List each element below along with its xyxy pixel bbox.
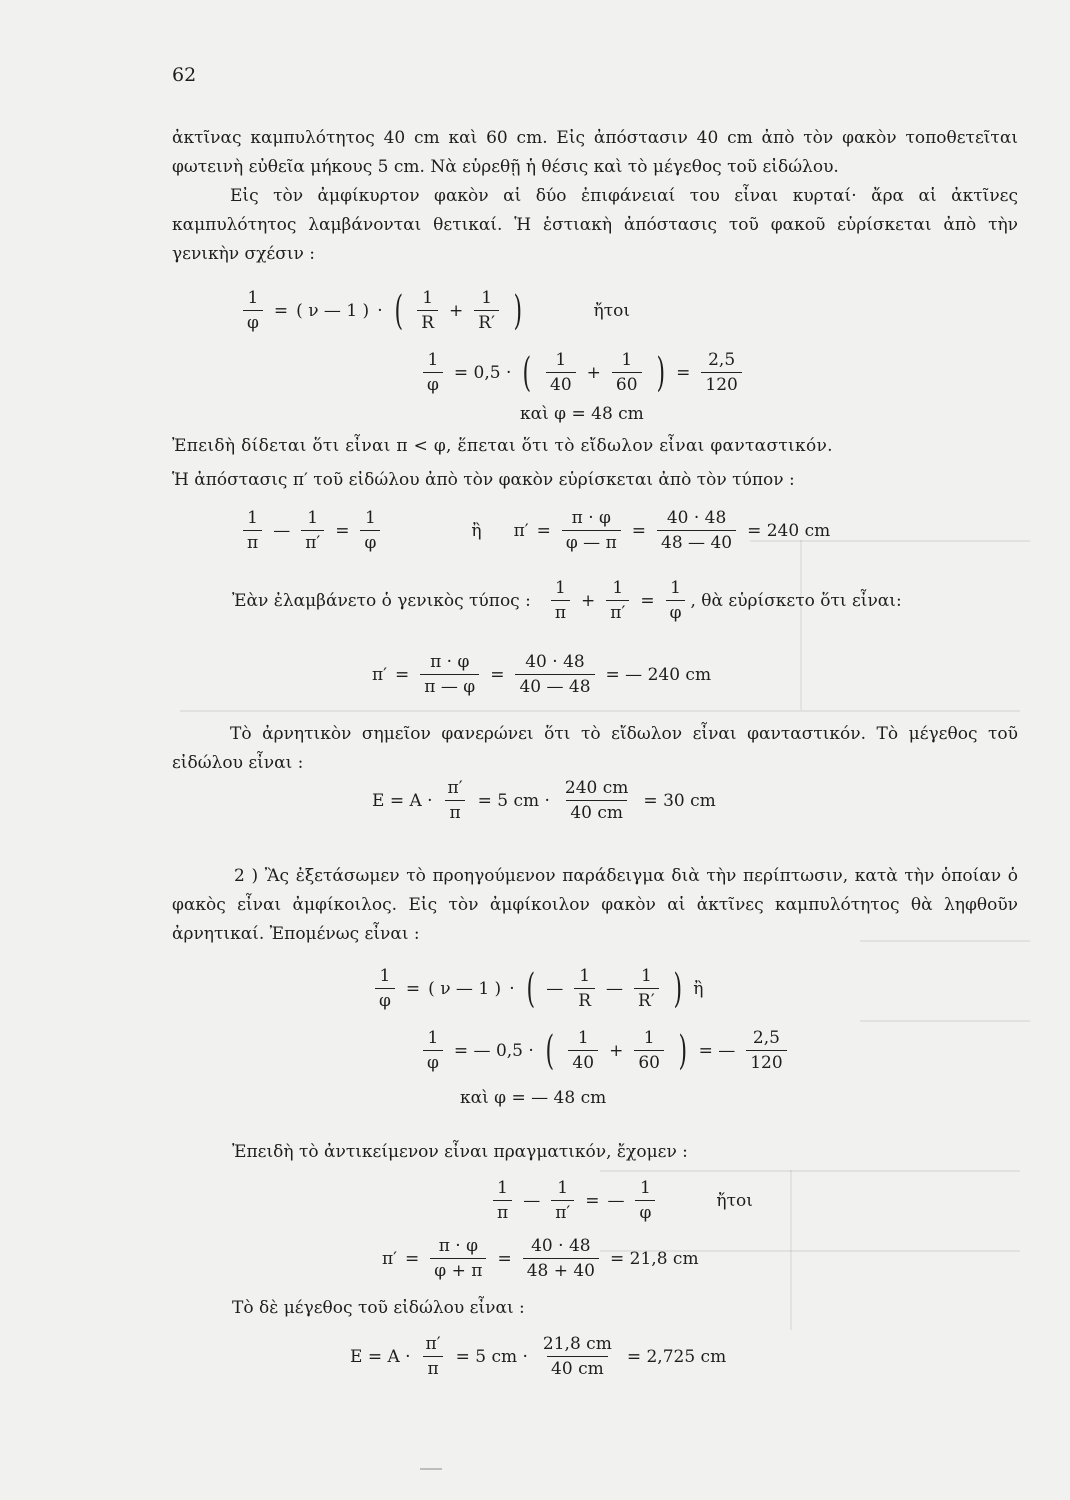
fraction: $\frac{1}{R}$ (417, 288, 438, 333)
paragraph-size-concave: Τὸ δὲ μέγεθος τοῦ εἰδώλου εἶναι : (232, 1298, 525, 1318)
fraction: $\frac{1}{\pi'}$ (606, 578, 629, 623)
paragraph-biconcave: 2 ) Ἂς ἐξετάσωμεν τὸ προηγούμενον παράδειγμα διὰ τὴν περίπτωσιν, κατὰ τὴν ὁποίαν ὁ φακὸς εἶναι ἀμφίκοιλος. Εἰς τὸν ἀμφίκοιλον φακὸν αἱ ἀκτῖνες καμπυλότητος θὰ ληφθοῦν ἀρνητικαί. Ἐπομένως εἶναι : (172, 866, 1018, 944)
fraction: $\frac{240 cm}{40 cm}$ (564, 778, 629, 823)
equation-focal-calc-concave: $\frac{1}{\varphi}$ = — 0,5 · ( $\frac{1}{40}$ + $\frac{1}{60}$ ) = — $\frac{2,5}{120}$ (420, 1028, 790, 1073)
paragraph-real-object: Ἐπειδὴ τὸ ἀντικείμενον εἶναι πραγματικόν, ἔχομεν : (232, 1142, 688, 1162)
paragraph-negative-sign: Τὸ ἀρνητικὸν σημεῖον φανερώνει ὅτι τὸ εἴδωλον εἶναι φανταστικόν. Τὸ μέγεθος τοῦ εἰδώλου εἶναι : (172, 724, 1018, 773)
page-speck (420, 1468, 442, 1470)
paragraph-problem: ἀκτῖνας καμπυλότητος 40 cm καὶ 60 cm. Εἰς ἀπόστασιν 40 cm ἀπὸ τὸν φακὸν τοποθετεῖται φωτεινὴ εὐθεῖα μήκους 5 cm. Νὰ εὑρεθῇ ἡ θέσις καὶ τὸ μέγεθος τοῦ εἰδώλου. (172, 128, 1018, 177)
fraction: $\frac{1}{40}$ (568, 1028, 598, 1073)
equation-focal-result: καὶ φ = 48 cm (520, 404, 644, 424)
bleed-through-line (860, 1020, 1030, 1022)
fraction: $\frac{1}{\varphi}$ (243, 288, 263, 333)
paragraph-image-distance: Ἡ ἀπόστασις π′ τοῦ εἰδώλου ἀπὸ τὸν φακὸν εὑρίσκεται ἀπὸ τὸν τύπον : (172, 470, 795, 490)
fraction: $\frac{2,5}{120}$ (701, 350, 741, 395)
fraction: $\frac{1}{R}$ (574, 966, 595, 1011)
fraction: $\frac{21,8 cm}{40 cm}$ (542, 1334, 612, 1379)
bleed-through-line (790, 1170, 792, 1330)
equation-focal-calc: $\frac{1}{\varphi}$ = 0,5 · ( $\frac{1}{40}$ + $\frac{1}{60}$ ) = $\frac{2,5}{120}$ (420, 350, 745, 395)
fraction: $\frac{1}{R'}$ (474, 288, 499, 333)
equation-image-distance: $\frac{1}{\pi}$ — $\frac{1}{\pi'}$ = $\frac{1}{\varphi}$ ἢ π′ = $\frac{\pi \cdot \varphi}{\varphi — \pi}$ = $\frac{40 \cdot 48}{48 — 40}$ = 240 cm (240, 508, 830, 553)
fraction: $\frac{1}{\varphi}$ (423, 1028, 443, 1073)
bleed-through-line (800, 540, 802, 710)
paragraph-virtual: Ἐπειδὴ δίδεται ὅτι εἶναι π < φ, ἕπεται ὅτι τὸ εἴδωλον εἶναι φανταστικόν. (172, 436, 833, 456)
equation-image-distance-result: π′ = $\frac{\pi \cdot \varphi}{\varphi + \pi}$ = $\frac{40 \cdot 48}{48 + 40}$ = 21,8 cm (382, 1236, 699, 1281)
fraction: $\frac{1}{\varphi}$ (635, 1178, 655, 1223)
fraction: $\frac{\pi'}{\pi}$ (444, 778, 467, 823)
fraction: $\frac{1}{\varphi}$ (360, 508, 380, 553)
fraction: $\frac{2,5}{120}$ (746, 1028, 786, 1073)
bleed-through-line (180, 710, 1020, 712)
bleed-through-line (600, 1170, 1020, 1172)
fraction: $\frac{1}{\varphi}$ (423, 350, 443, 395)
fraction: $\frac{\pi'}{\pi}$ (422, 1334, 445, 1379)
fraction: $\frac{1}{\pi'}$ (301, 508, 324, 553)
equation-image-size: E = A · $\frac{\pi'}{\pi}$ = 5 cm · $\frac{240 cm}{40 cm}$ = 30 cm (372, 778, 716, 823)
fraction: $\frac{1}{\pi'}$ (551, 1178, 574, 1223)
fraction: $\frac{\pi \cdot \varphi}{\varphi + \pi}$ (430, 1236, 486, 1281)
fraction: $\frac{1}{R'}$ (634, 966, 659, 1011)
equation-lensmaker: $\frac{1}{\varphi}$ = ( ν — 1 ) · ( $\frac{1}{R}$ + $\frac{1}{R'}$ ) ἤτοι (240, 288, 630, 333)
equation-focal-result-concave: καὶ φ = — 48 cm (460, 1088, 607, 1108)
fraction: $\frac{1}{\varphi}$ (666, 578, 686, 623)
fraction: $\frac{1}{40}$ (546, 350, 576, 395)
equation-general-result: π′ = $\frac{\pi \cdot \varphi}{\pi — \varphi}$ = $\frac{40 \cdot 48}{40 — 48}$ = — 240 cm (372, 652, 712, 697)
fraction: $\frac{1}{\varphi}$ (375, 966, 395, 1011)
equation-image-distance-concave: $\frac{1}{\pi}$ — $\frac{1}{\pi'}$ = — $\frac{1}{\varphi}$ ἤτοι (490, 1178, 753, 1223)
equation-lensmaker-concave: $\frac{1}{\varphi}$ = ( ν — 1 ) · ( — $\frac{1}{R}$ — $\frac{1}{R'}$ ) ἢ (372, 966, 703, 1011)
fraction: $\frac{40 \cdot 48}{48 + 40}$ (523, 1236, 599, 1281)
paragraph-biconvex: Εἰς τὸν ἀμφίκυρτον φακὸν αἱ δύο ἐπιφάνειαί του εἶναι κυρταί· ἄρα αἱ ἀκτῖνες καμπυλότητος λαμβάνονται θετικαί. Ἡ ἑστιακὴ ἀπόστασις τοῦ φακοῦ εὑρίσκεται ἀπὸ τὴν γενικὴν σχέσιν : (172, 186, 1018, 264)
fraction: $\frac{1}{\pi}$ (243, 508, 262, 553)
fraction: $\frac{1}{60}$ (634, 1028, 664, 1073)
fraction: $\frac{1}{\pi}$ (551, 578, 570, 623)
fraction: $\frac{\pi \cdot \varphi}{\varphi — \pi}$ (562, 508, 621, 553)
fraction: $\frac{1}{\pi}$ (493, 1178, 512, 1223)
equation-image-size-concave: E = A · $\frac{\pi'}{\pi}$ = 5 cm · $\frac{21,8 cm}{40 cm}$ = 2,725 cm (350, 1334, 727, 1379)
fraction: $\frac{40 \cdot 48}{40 — 48}$ (515, 652, 594, 697)
fraction: $\frac{\pi \cdot \varphi}{\pi — \varphi}$ (420, 652, 479, 697)
fraction: $\frac{1}{60}$ (612, 350, 642, 395)
page-number: 62 (172, 64, 197, 86)
fraction: $\frac{40 \cdot 48}{48 — 40}$ (657, 508, 736, 553)
paragraph-general-formula: Ἐὰν ἐλαμβάνετο ὁ γενικὸς τύπος : $\frac{1}{\pi}$ + $\frac{1}{\pi'}$ = $\frac{1}{\varphi}$ , θὰ εὑρίσκετο ὅτι εἶναι: (232, 578, 902, 623)
